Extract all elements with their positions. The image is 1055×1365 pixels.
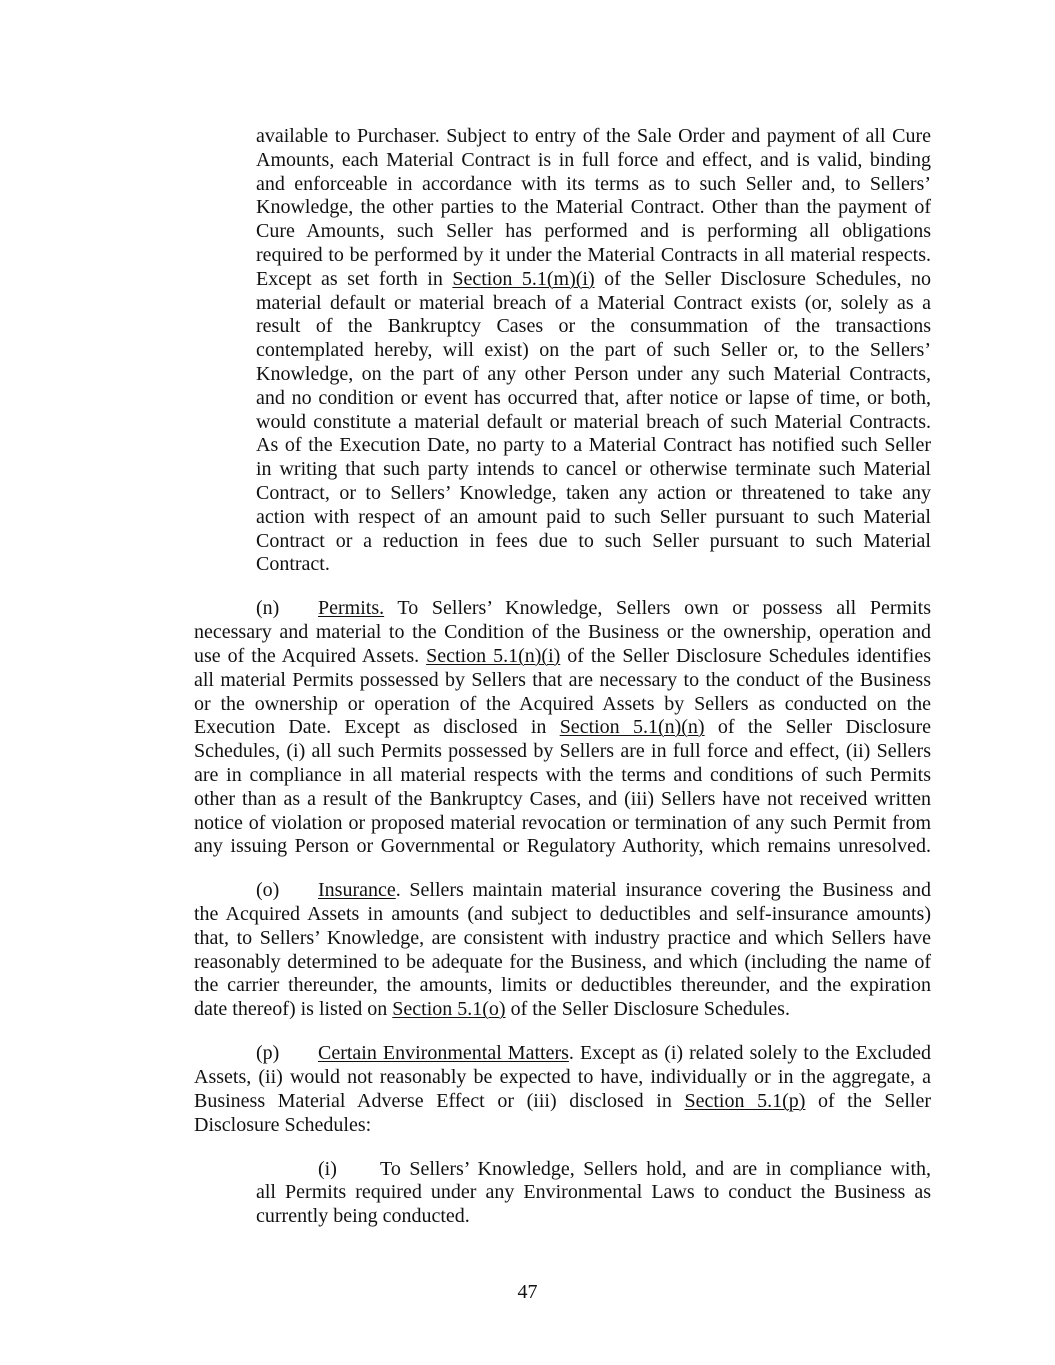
- text-segment: Except as set forth in: [256, 267, 453, 290]
- text-line: Disclosure Schedules:: [194, 1113, 372, 1136]
- text-segment: of the Seller Disclosure Schedules identifies: [560, 644, 931, 667]
- text-line: Knowledge, the other parties to the Material Contract. Other than the payment of: [256, 196, 931, 219]
- text-line: [194, 998, 931, 1022]
- text-segment: date thereof) is listed on: [194, 998, 393, 1021]
- text-line: [194, 1042, 931, 1066]
- text-line: material default or material breach of a Material Contract exists (or, solely as a: [256, 291, 931, 314]
- paragraph-label: (o): [256, 879, 280, 902]
- paragraph-label: (p): [256, 1042, 280, 1065]
- paragraph-n-permits: [194, 597, 931, 859]
- text-line: contemplated hereby, will exist) on the part of such Seller or, to the Sellers’: [256, 339, 931, 362]
- text-line: Knowledge, on the part of any other Person under any such Material Contracts,: [256, 362, 931, 385]
- text-line: are in compliance in all material respects with the terms and conditions of such Permits: [194, 763, 931, 786]
- text-line: any issuing Person or Governmental or Regulatory Authority, which remains unresolved.: [194, 835, 931, 858]
- text-line: result of the Bankruptcy Cases or the consummation of the transactions: [256, 315, 931, 338]
- text-line: the carrier thereunder, the amounts, limits or deductibles thereunder, and the expiration: [194, 974, 931, 997]
- text-column: [194, 125, 931, 1249]
- section-reference: Section 5.1(p): [684, 1089, 806, 1112]
- paragraph-o-insurance: [194, 879, 931, 1022]
- paragraph-heading: Certain Environmental Matters: [318, 1042, 569, 1065]
- paragraph-p-environmental: [194, 1042, 931, 1137]
- text-segment: . Sellers maintain material insurance covering the Business and: [395, 879, 931, 902]
- section-reference: Section 5.1(n)(n): [559, 716, 705, 739]
- paragraph-heading: Insurance: [318, 879, 396, 902]
- section-reference: Section 5.1(m)(i): [452, 267, 595, 290]
- text-segment: To Sellers’ Knowledge, Sellers hold, and are in compliance with,: [380, 1157, 931, 1180]
- text-line: reasonably determined to be adequate for the Business, and which (including the name of: [194, 950, 931, 973]
- text-line: [194, 645, 931, 669]
- text-line: Schedules, (i) all such Permits possessed by Sellers are in full force and effect, (ii) Sellers: [194, 740, 931, 763]
- text-line: Cure Amounts, such Seller has performed and is performing all obligations: [256, 220, 931, 243]
- text-line: Contract, or to Sellers’ Knowledge, taken any action or threatened to take any: [256, 481, 931, 504]
- text-line: and enforceable in accordance with its terms as to such Seller and, to Sellers’: [256, 172, 931, 195]
- text-segment: use of the Acquired Assets.: [194, 644, 427, 667]
- text-line: As of the Execution Date, no party to a Material Contract has notified such Seller: [256, 434, 931, 457]
- text-segment: of the Seller: [805, 1089, 932, 1112]
- text-line: required to be performed by it under the Material Contracts in all material respects.: [256, 243, 931, 266]
- text-line: other than as a result of the Bankruptcy Cases, and (iii) Sellers have not received written: [194, 787, 931, 810]
- text-line: would constitute a material default or material breach of such Material Contracts.: [256, 410, 931, 433]
- text-line: Contract.: [256, 553, 330, 576]
- text-line: necessary and material to the Condition of the Business or the ownership, operation and: [194, 621, 931, 644]
- text-line: and no condition or event has occurred that, after notice or lapse of time, or both,: [256, 386, 931, 409]
- text-line: the Acquired Assets in amounts (and subject to deductibles and self-insurance amounts): [194, 903, 931, 926]
- paragraph-label: (n): [256, 597, 280, 620]
- text-line: Assets, (ii) would not reasonably be expected to have, individually or in the aggregate, a: [194, 1066, 931, 1089]
- text-line: Amounts, each Material Contract is in full force and effect, and is valid, binding: [256, 148, 931, 171]
- text-line: [194, 716, 931, 740]
- text-line: available to Purchaser. Subject to entry of the Sale Order and payment of all Cure: [256, 125, 931, 147]
- text-segment: of the Seller Disclosure Schedules.: [505, 998, 790, 1021]
- paragraph-m-continued: [256, 125, 931, 577]
- text-segment: Business Material Adverse Effect or (iii) disclosed in: [194, 1089, 685, 1112]
- text-line: [194, 1090, 931, 1114]
- text-line: that, to Sellers’ Knowledge, are consistent with industry practice and which Sellers have: [194, 926, 931, 949]
- section-reference: Section 5.1(n)(i): [426, 644, 561, 667]
- text-line: or the ownership or operation of the Acquired Assets by Sellers as conducted on the: [194, 692, 931, 715]
- text-segment: Execution Date. Except as disclosed in: [194, 716, 560, 739]
- text-line: notice of violation or proposed material revocation or termination of any such Permit from: [194, 811, 931, 834]
- text-segment: . Except as (i) related solely to the Excluded: [568, 1042, 931, 1065]
- subparagraph-p-i: [256, 1158, 931, 1229]
- text-line: action with respect of an amount paid to such Seller pursuant to such Material: [256, 505, 931, 528]
- text-line: all material Permits possessed by Sellers that are necessary to the conduct of the Business: [194, 668, 931, 691]
- text-line: [256, 1158, 931, 1182]
- text-segment: of the Seller Disclosure Schedules, no: [594, 267, 932, 290]
- section-reference: Section 5.1(o): [392, 998, 506, 1021]
- text-segment: of the Seller Disclosure: [704, 716, 932, 739]
- page-number: 47: [517, 1281, 538, 1303]
- text-line: [194, 879, 931, 903]
- text-line: [256, 268, 931, 292]
- paragraph-heading: Permits.: [318, 597, 385, 620]
- paragraph-label: (i): [318, 1157, 337, 1180]
- text-line: all Permits required under any Environmental Laws to conduct the Business as: [256, 1181, 931, 1204]
- text-segment: To Sellers’ Knowledge, Sellers own or possess all Permits: [384, 597, 931, 620]
- text-line: [194, 597, 931, 621]
- text-line: in writing that such party intends to cancel or otherwise terminate such Material: [256, 458, 931, 481]
- text-line: Contract or a reduction in fees due to such Seller pursuant to such Material: [256, 529, 931, 552]
- text-line: currently being conducted.: [256, 1205, 470, 1228]
